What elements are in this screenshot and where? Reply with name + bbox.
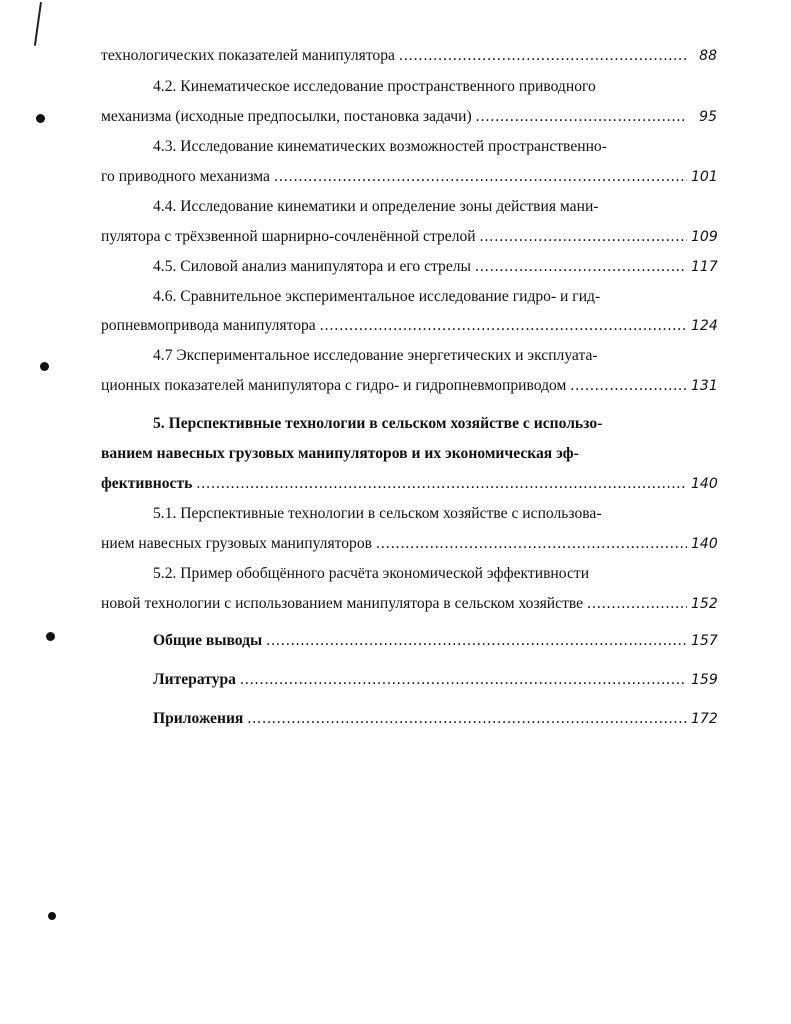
toc-entry-heading[interactable]: 4.4. Исследование кинематики и определение зоны действия мани- (153, 198, 599, 215)
punch-hole-mark (40, 362, 49, 371)
dot-leader (196, 475, 687, 493)
toc-entry-line[interactable]: ционных показателей манипулятора с гидро- и гидропневмоприводом ..... 131 (101, 377, 717, 403)
page-number: 140 (691, 536, 718, 552)
dot-leader (274, 168, 687, 186)
punch-hole-mark (48, 912, 56, 920)
page-number: 152 (691, 596, 718, 612)
toc-entry-heading[interactable]: 5.1. Перспективные технологии в сельском хозяйстве с использова- (153, 505, 602, 522)
toc-entry-line[interactable]: механизма (исходные предпосылки, постановка задачи) ..... 95 (101, 108, 717, 134)
dot-leader (240, 671, 687, 689)
toc-entry-line[interactable]: фективность ..... 140 (101, 475, 717, 501)
dot-leader (476, 108, 687, 126)
toc-entry-heading[interactable]: 4.2. Кинематическое исследование пространственного приводного (153, 78, 596, 95)
page-number: 95 (699, 109, 717, 125)
page-number: 140 (691, 476, 718, 492)
page-number: 101 (691, 169, 718, 185)
dot-leader (587, 595, 687, 613)
page-number: 172 (691, 711, 718, 727)
dot-leader (266, 632, 687, 650)
page-number: 131 (691, 378, 718, 394)
chapter-heading[interactable]: ванием навесных грузовых манипуляторов и их экономическая эф- (101, 445, 579, 462)
toc-entry-heading[interactable]: 5.2. Пример обобщённого расчёта экономической эффективности (153, 565, 590, 582)
toc-entry-line[interactable]: Общие выводы ..... 157 (101, 632, 717, 658)
toc-entry-line[interactable]: Литература ..... 159 (101, 671, 717, 697)
toc-entry-line[interactable]: 4.5. Силовой анализ манипулятора и его стрелы ..... 117 (101, 258, 717, 284)
dot-leader (247, 710, 687, 728)
page-number: 159 (691, 672, 718, 688)
page-number: 124 (691, 318, 718, 334)
dot-leader (376, 535, 687, 553)
page-number: 157 (691, 633, 718, 649)
punch-hole-mark (36, 114, 45, 123)
toc-entry-heading[interactable]: 4.7 Экспериментальное исследование энергетических и эксплуата- (153, 347, 598, 364)
dot-leader (475, 258, 687, 276)
chapter-heading[interactable]: 5. Перспективные технологии в сельском хозяйстве с использо- (153, 415, 603, 432)
toc-entry-heading[interactable]: 4.6. Сравнительное экспериментальное исследование гидро- и гид- (153, 288, 601, 305)
toc-entry-line[interactable]: новой технологии с использованием манипулятора в сельском хозяйстве ..... 152 (101, 595, 717, 621)
dot-leader (480, 228, 687, 246)
dot-leader (570, 377, 687, 395)
toc-entry-line[interactable]: нием навесных грузовых манипуляторов ..... 140 (101, 535, 717, 561)
page-number: 88 (699, 48, 717, 64)
toc-entry-line[interactable]: пулятора с трёхзвенной шарнирно-сочленённой стрелой ..... 109 (101, 228, 717, 254)
dot-leader (399, 47, 687, 65)
dot-leader (320, 317, 687, 335)
toc-entry-line[interactable]: Приложения ..... 172 (101, 710, 717, 736)
toc-entry-heading[interactable]: 4.3. Исследование кинематических возможностей пространственно- (153, 138, 607, 155)
toc-entry-line[interactable]: технологических показателей манипулятора ..... 88 (101, 47, 717, 73)
toc-entry-line[interactable]: го приводного механизма ..... 101 (101, 168, 717, 194)
pen-stroke-mark (34, 2, 42, 46)
page-number: 109 (691, 229, 718, 245)
toc-entry-line[interactable]: ропневмопривода манипулятора ..... 124 (101, 317, 717, 343)
punch-hole-mark (46, 632, 55, 641)
page-number: 117 (691, 259, 718, 275)
